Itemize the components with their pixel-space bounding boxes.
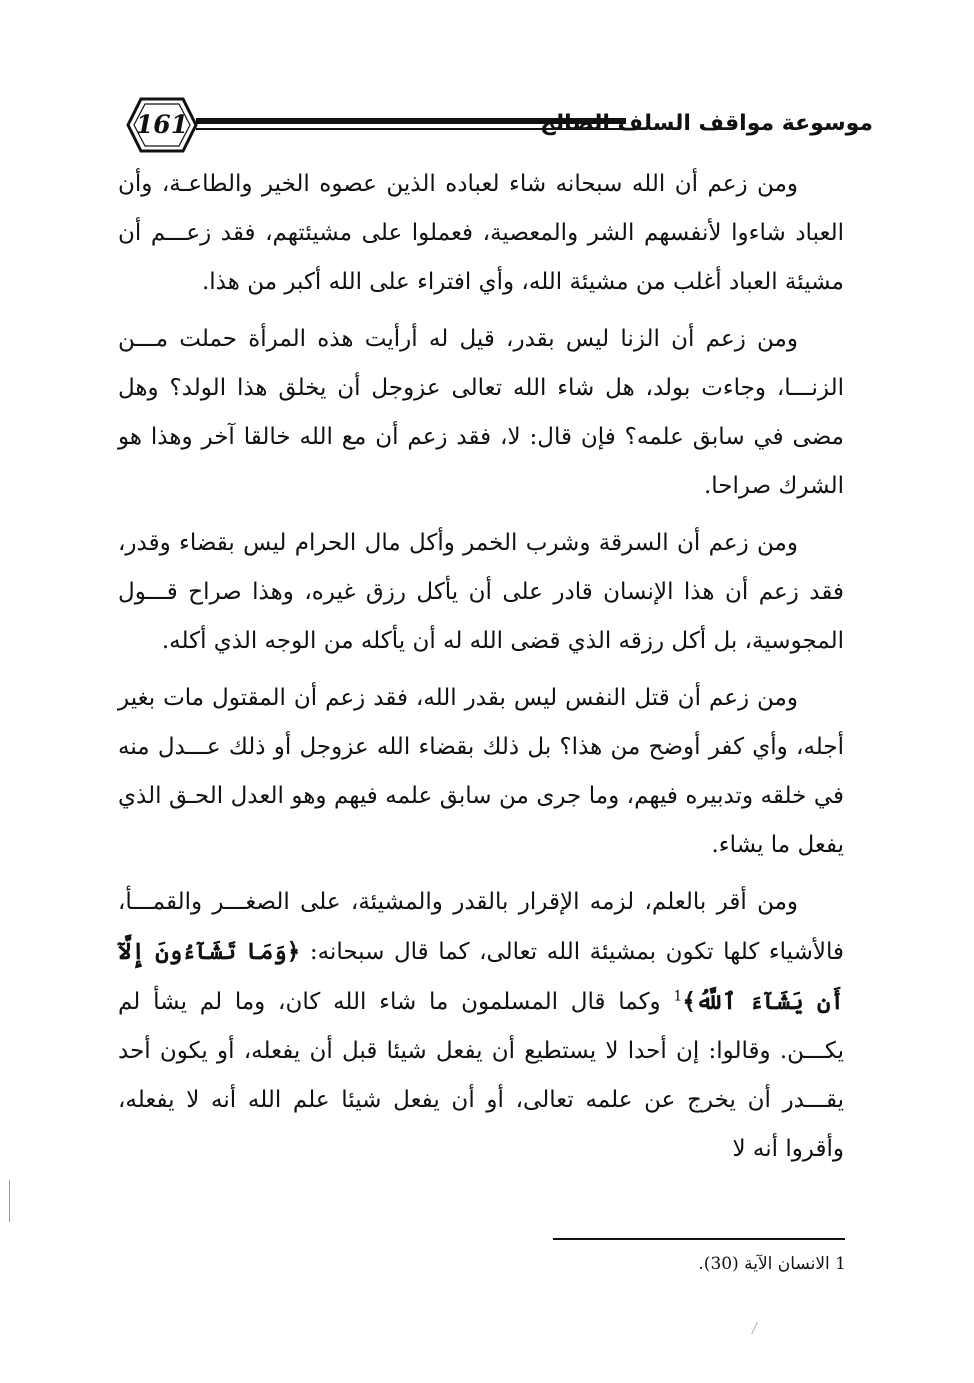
footnote-rule xyxy=(553,1238,845,1240)
footnote: 1 الانسان الآية (30). xyxy=(698,1254,846,1274)
page-body xyxy=(118,160,844,1174)
footnote-ref[interactable]: 1 xyxy=(673,988,683,1005)
quran-quote: ﴿وَمَا تَشَآءُونَ إِلَّآ أَن يَشَآءَ ٱللَّهُ﴾ xyxy=(118,938,845,1015)
paragraph: ومن زعم أن قتل النفس ليس بقدر الله، فقد زعم أن المقتول مات بغير أجله، وأي كفر أوضح من هذا؟ بل ذلك بقضاء الله عزوجل أو ذلك عـــدل منه في خلقه وتدبيره فيهم، وما جرى من سابق علمه فيهم وهو العدل الحـق الذي يفعل ما يشاء. xyxy=(118,685,844,858)
page-number: 161 xyxy=(135,110,189,139)
scan-margin-mark xyxy=(9,1180,10,1222)
paragraph-text: وكما قال المسلمون ما شاء الله كان، وما لم يشأ لم يكـــن. وقالوا: إن أحدا لا يستطيع أن يفعل شيئا قبل أن يفعله، أو يكون أحد يقـــدر أن يخرج عن علمه تعالى، أو أن يفعل شيئا علم الله أنه لا يفعله، وأقروا أنه لا xyxy=(118,989,844,1162)
paragraph-with-quote xyxy=(118,878,844,1174)
page-number-badge xyxy=(125,96,199,154)
scan-mark xyxy=(751,1322,768,1334)
book-title: موسوعة مواقف السلف الصالح xyxy=(540,111,873,136)
paragraph: ومن زعم أن الله سبحانه شاء لعباده الذين عصوه الخير والطاعـة، وأن العباد شاءوا لأنفسهم الشر والمعصية، فعملوا على مشيئتهم، فقد زعـــم أن مشيئة العباد أغلب من مشيئة الله، وأي افتراء على الله أكبر من هذا. xyxy=(118,171,844,295)
paragraph-text: ومن أقر بالعلم، لزمه الإقرار بالقدر والمشيئة، على الصغـــر والقمـــأ، فالأشياء كلها تكون بمشيئة الله تعالى، كما قال سبحانه: xyxy=(118,889,845,965)
paragraph: ومن زعم أن السرقة وشرب الخمر وأكل مال الحرام ليس بقضاء وقدر، فقد زعم أن هذا الإنسان قادر على أن يأكل رزق غيره، وهذا صراح قـــول المجوسية، بل أكل رزقه الذي قضى الله له أن يأكله من الوجه الذي أكله. xyxy=(118,530,844,654)
paragraph: ومن زعم أن الزنا ليس بقدر، قيل له أرأيت هذه المرأة حملت مـــن الزنـــا، وجاءت بولد، هل شاء الله تعالى عزوجل أن يخلق هذا الولد؟ وهل مضى في سابق علمه؟ فإن قال: لا، فقد زعم أن مع الله خالقا آخر وهذا هو الشرك صراحا. xyxy=(118,326,844,499)
